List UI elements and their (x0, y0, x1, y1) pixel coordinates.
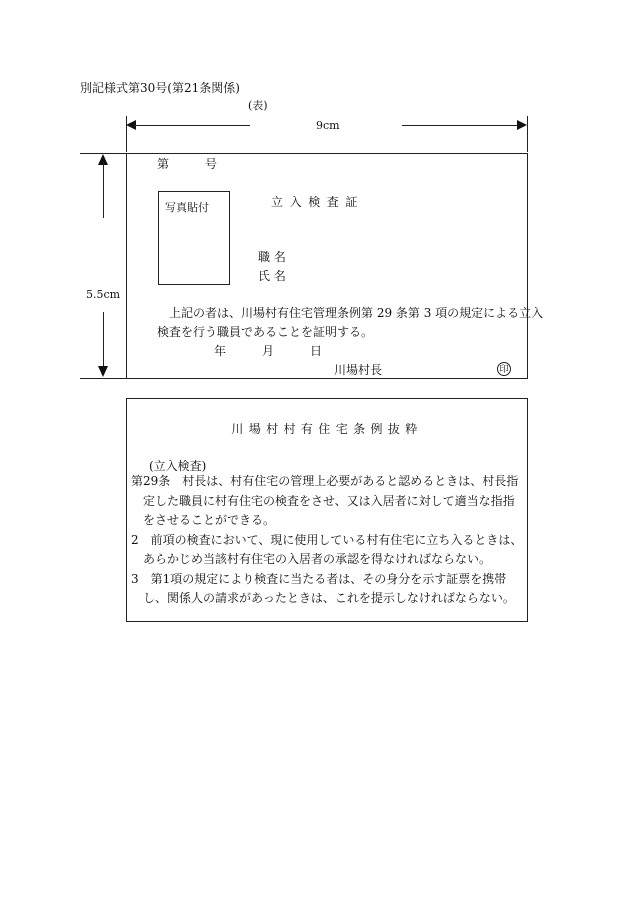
seal-icon: 印 (497, 362, 511, 376)
photo-area (158, 191, 230, 285)
article-29-line-1: 第29条 村長は、村有住宅の管理上必要があると認めるときは、村長指 (131, 474, 519, 488)
card-title: 立入検査証 (271, 195, 365, 209)
inspection-card (126, 153, 544, 379)
clause-2-line-2: あらかじめ当該村有住宅の入居者の承認を得なければならない。 (143, 552, 492, 566)
form-title: 別記様式第30号(第21条関係) (80, 81, 240, 95)
certification-line-1: 上記の者は、川場村有住宅管理条例第 29 条第 3 項の規定による立入 (169, 306, 544, 320)
height-dimension-line-bottom (103, 312, 104, 367)
width-dimension-line-right (402, 125, 518, 126)
width-label: 9cm (316, 119, 340, 132)
article-29-line-2: 定した職員に村有住宅の検査をさせ、又は入居者に対して適当な指指 (143, 493, 515, 508)
width-extension-line-right (527, 116, 528, 152)
certification-line-2: 検査を行う職員であることを証明する。 (157, 325, 374, 339)
side-label: (表) (248, 99, 268, 112)
position-label: 職 名 (258, 250, 286, 264)
height-extension-line-bottom (80, 378, 126, 379)
date-line: 年 月 日 (214, 344, 323, 358)
article-29-line-3: をさせることができる。 (143, 513, 276, 527)
issuer: 川場村長 (334, 363, 383, 377)
arrow-right-icon (517, 120, 527, 130)
excerpt-heading: (立入検査) (149, 459, 207, 473)
excerpt-title: 川場村村有住宅条例抜粋 (231, 422, 423, 436)
photo-label: 写真貼付 (165, 201, 209, 214)
clause-3-line-2: し、関係人の請求があったときは、これを提示しなければならない。 (143, 591, 515, 605)
card-number: 第 号 (157, 157, 218, 171)
width-dimension-line-left (134, 125, 250, 126)
name-label: 氏 名 (258, 269, 286, 283)
height-label: 5.5cm (86, 288, 121, 301)
arrow-down-icon (98, 366, 108, 377)
clause-2-line-1: 2 前項の検査において、現に使用している村有住宅に立ち入るときは、 (131, 532, 523, 547)
excerpt-box (126, 398, 528, 622)
height-dimension-line-top (103, 162, 104, 218)
clause-3-line-1: 3 第1項の規定により検査に当たる者は、その身分を示す証票を携帯 (131, 571, 507, 586)
